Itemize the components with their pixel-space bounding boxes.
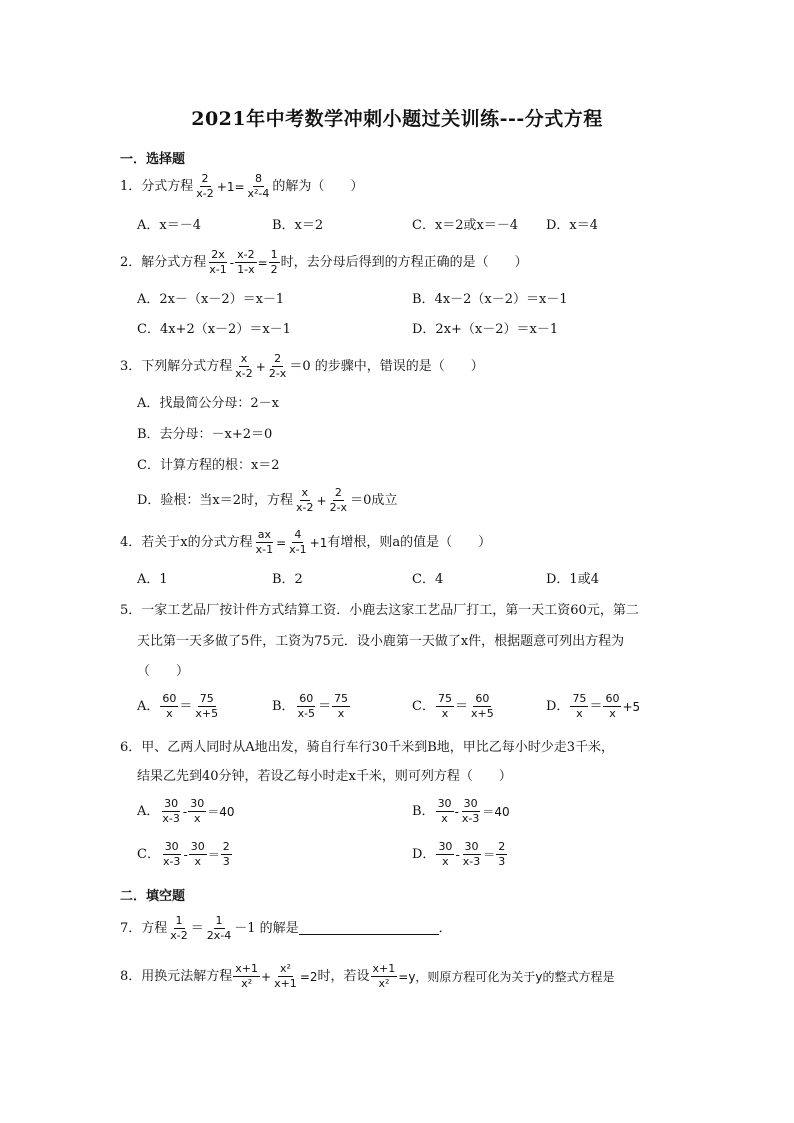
q1-fraction-1: $\frac{2}{x-2}$: [196, 172, 214, 200]
q2-option-d[interactable]: D．2x+（x－2）＝x－1: [412, 322, 559, 337]
question-3: 3．下列解分式方程 $\frac{x}{x-2}$ + $\frac{2}{2-x}$ ＝0 的步骤中，错误的是（ ）: [120, 352, 484, 380]
q5-option-d[interactable]: D． $\frac{75}{x}$ ＝ $\frac{60}{x}$ +5: [546, 692, 641, 720]
q1-fraction-2: $\frac{8}{\text{x²-4}}$: [247, 172, 270, 200]
q5c-fraction-2: $\frac{60}{x+5}$: [470, 692, 494, 720]
q1-prefix: 1．分式方程: [120, 178, 194, 194]
question-7: 7．方程 $\frac{1}{x-2}$ ＝ $\frac{1}{2x-4}$ －1 的解是 ．: [120, 914, 452, 942]
q4-option-b[interactable]: B．2: [272, 572, 303, 587]
q6-option-d[interactable]: D． $\frac{30}{x}$ - $\frac{30}{x-3}$ ＝ $\frac{2}{3}$: [412, 840, 506, 868]
q6d-fraction-3: $\frac{2}{3}$: [498, 840, 506, 868]
q4-fraction-1: $\frac{ax}{x-1}$: [255, 528, 274, 556]
q4-option-a[interactable]: A．1: [137, 572, 168, 587]
q2-option-c[interactable]: C．4x+2（x－2）＝x－1: [137, 322, 291, 337]
q6a-fraction-2: $\frac{30}{x}$: [190, 797, 205, 825]
q3-option-b[interactable]: B．去分母：－x+2＝0: [137, 427, 273, 442]
q6c-fraction-2: $\frac{30}{x}$: [190, 840, 205, 868]
q2-fraction-3: $\frac{1}{2}$: [270, 248, 278, 276]
q5b-fraction-1: $\frac{60}{x-5}$: [297, 692, 316, 720]
q6-option-b[interactable]: B． $\frac{30}{x}$ - $\frac{30}{x-3}$ ＝40: [412, 797, 510, 825]
q2-option-b[interactable]: B．4x－2（x－2）＝x－1: [412, 292, 568, 307]
q3-fraction-2: $\frac{2}{2-x}$: [268, 352, 287, 380]
q5d-fraction-2: $\frac{60}{x}$: [605, 692, 620, 720]
q3-option-d[interactable]: D．验根：当x＝2时，方程 $\frac{x}{x-2}$ + $\frac{2}{2-x}$ ＝0成立: [137, 486, 398, 514]
q7-answer-blank[interactable]: [299, 922, 439, 935]
question-5-line-3: （ ）: [137, 664, 190, 679]
page-title: 2021年中考数学冲刺小题过关训练---分式方程: [191, 108, 603, 130]
q1-option-a[interactable]: A．x＝－4: [137, 218, 201, 233]
q3d-fraction-2: $\frac{2}{2-x}$: [329, 486, 348, 514]
q6c-fraction-1: $\frac{30}{x-3}$: [162, 840, 181, 868]
q1-option-d[interactable]: D．x＝4: [546, 218, 599, 233]
q2-option-a[interactable]: A．2x－（x－2）＝x－1: [137, 292, 285, 307]
q6a-fraction-1: $\frac{30}{x-3}$: [162, 797, 180, 825]
section-heading-fill: 二．填空题: [120, 889, 186, 904]
section-heading-choice: 一．选择题: [120, 152, 186, 167]
q5c-fraction-1: $\frac{75}{x}$: [437, 692, 452, 720]
q7-fraction-1: $\frac{1}{x-2}$: [170, 914, 188, 942]
q4-option-c[interactable]: C．4: [412, 572, 444, 587]
q5d-fraction-1: $\frac{75}{x}$: [572, 692, 587, 720]
q5b-fraction-2: $\frac{75}{x}$: [334, 692, 349, 720]
q6b-fraction-2: $\frac{30}{x-3}$: [461, 797, 480, 825]
question-1: 1．分式方程 $\frac{2}{x-2}$ +1= $\frac{8}{\text{x²-4}}$ 的解为（ ）: [120, 172, 364, 200]
q3-option-c[interactable]: C．计算方程的根：x＝2: [137, 458, 280, 473]
q5a-fraction-2: $\frac{75}{x+5}$: [195, 692, 219, 720]
q6-option-c[interactable]: C． $\frac{30}{x-3}$ - $\frac{30}{x}$ ＝ $\frac{2}{3}$: [137, 840, 230, 868]
q6d-fraction-1: $\frac{30}{x}$: [438, 840, 453, 868]
question-2: 2．解分式方程 $\frac{2x}{x-1}$ - $\frac{x-2}{1-x}$ = $\frac{1}{2}$ 时，去分母后得到的方程正确的是（ ）: [120, 248, 528, 276]
q3d-fraction-1: $\frac{x}{x-2}$: [296, 486, 314, 514]
q6b-fraction-1: $\frac{30}{x}$: [437, 797, 452, 825]
question-6-line-1: 6．甲、乙两人同时从A地出发，骑自行车行30千米到B地，甲比乙每小时少走3千米，: [120, 740, 615, 755]
q5a-fraction-1: $\frac{60}{x}$: [162, 692, 177, 720]
q6c-fraction-3: $\frac{2}{3}$: [222, 840, 230, 868]
question-5-line-1: 5．一家工艺品厂按计件方式结算工资．小鹿去这家工艺品厂打工，第一天工资60元，第二: [120, 603, 639, 618]
q4-fraction-2: $\frac{4}{x-1}$: [289, 528, 307, 556]
q1-option-c[interactable]: C．x＝2或x＝－4: [412, 218, 519, 233]
question-8: 8．用换元法解方程 $\frac{x+1}{\text{x²}}$ + $\frac{\text{x²}}{x+1}$ =2 时，若设 $\frac{x+1}{\text{x²}}$ =y，则原方程可化为关于y的整式方程是: [120, 962, 615, 990]
q2-fraction-1: $\frac{2x}{x-1}$: [209, 248, 227, 276]
q6d-fraction-2: $\frac{30}{x-3}$: [462, 840, 481, 868]
q5-option-c[interactable]: C． $\frac{75}{x}$ ＝ $\frac{60}{x+5}$: [412, 692, 494, 720]
q5-option-a[interactable]: A． $\frac{60}{x}$ ＝ $\frac{75}{x+5}$: [137, 692, 219, 720]
q2-fraction-2: $\frac{x-2}{1-x}$: [237, 248, 255, 276]
question-5-line-2: 天比第一天多做了5件，工资为75元．设小鹿第一天做了x件，根据题意可列出方程为: [137, 634, 625, 649]
q8-fraction-1: $\frac{x+1}{\text{x²}}$: [235, 962, 259, 990]
q6-option-a[interactable]: A． $\frac{30}{x-3}$ - $\frac{30}{x}$ ＝40: [137, 797, 235, 825]
question-6-line-2: 结果乙先到40分钟，若设乙每小时走x千米，则可列方程（ ）: [137, 769, 512, 784]
q5-option-b[interactable]: B． $\frac{60}{x-5}$ ＝ $\frac{75}{x}$: [272, 692, 349, 720]
q8-fraction-3: $\frac{x+1}{\text{x²}}$: [372, 962, 396, 990]
question-4: 4．若关于x的分式方程 $\frac{ax}{x-1}$ = $\frac{4}{x-1}$ +1 有增根，则a的值是（ ）: [120, 528, 492, 556]
q1-option-b[interactable]: B．x＝2: [272, 218, 324, 233]
q8-fraction-2: $\frac{\text{x²}}{x+1}$: [274, 962, 297, 990]
q3-option-a[interactable]: A．找最简公分母：2－x: [137, 396, 279, 411]
q4-option-d[interactable]: D．1或4: [546, 572, 599, 587]
q7-fraction-2: $\frac{1}{2x-4}$: [206, 914, 232, 942]
q3-fraction-1: $\frac{x}{x-2}$: [235, 352, 253, 380]
